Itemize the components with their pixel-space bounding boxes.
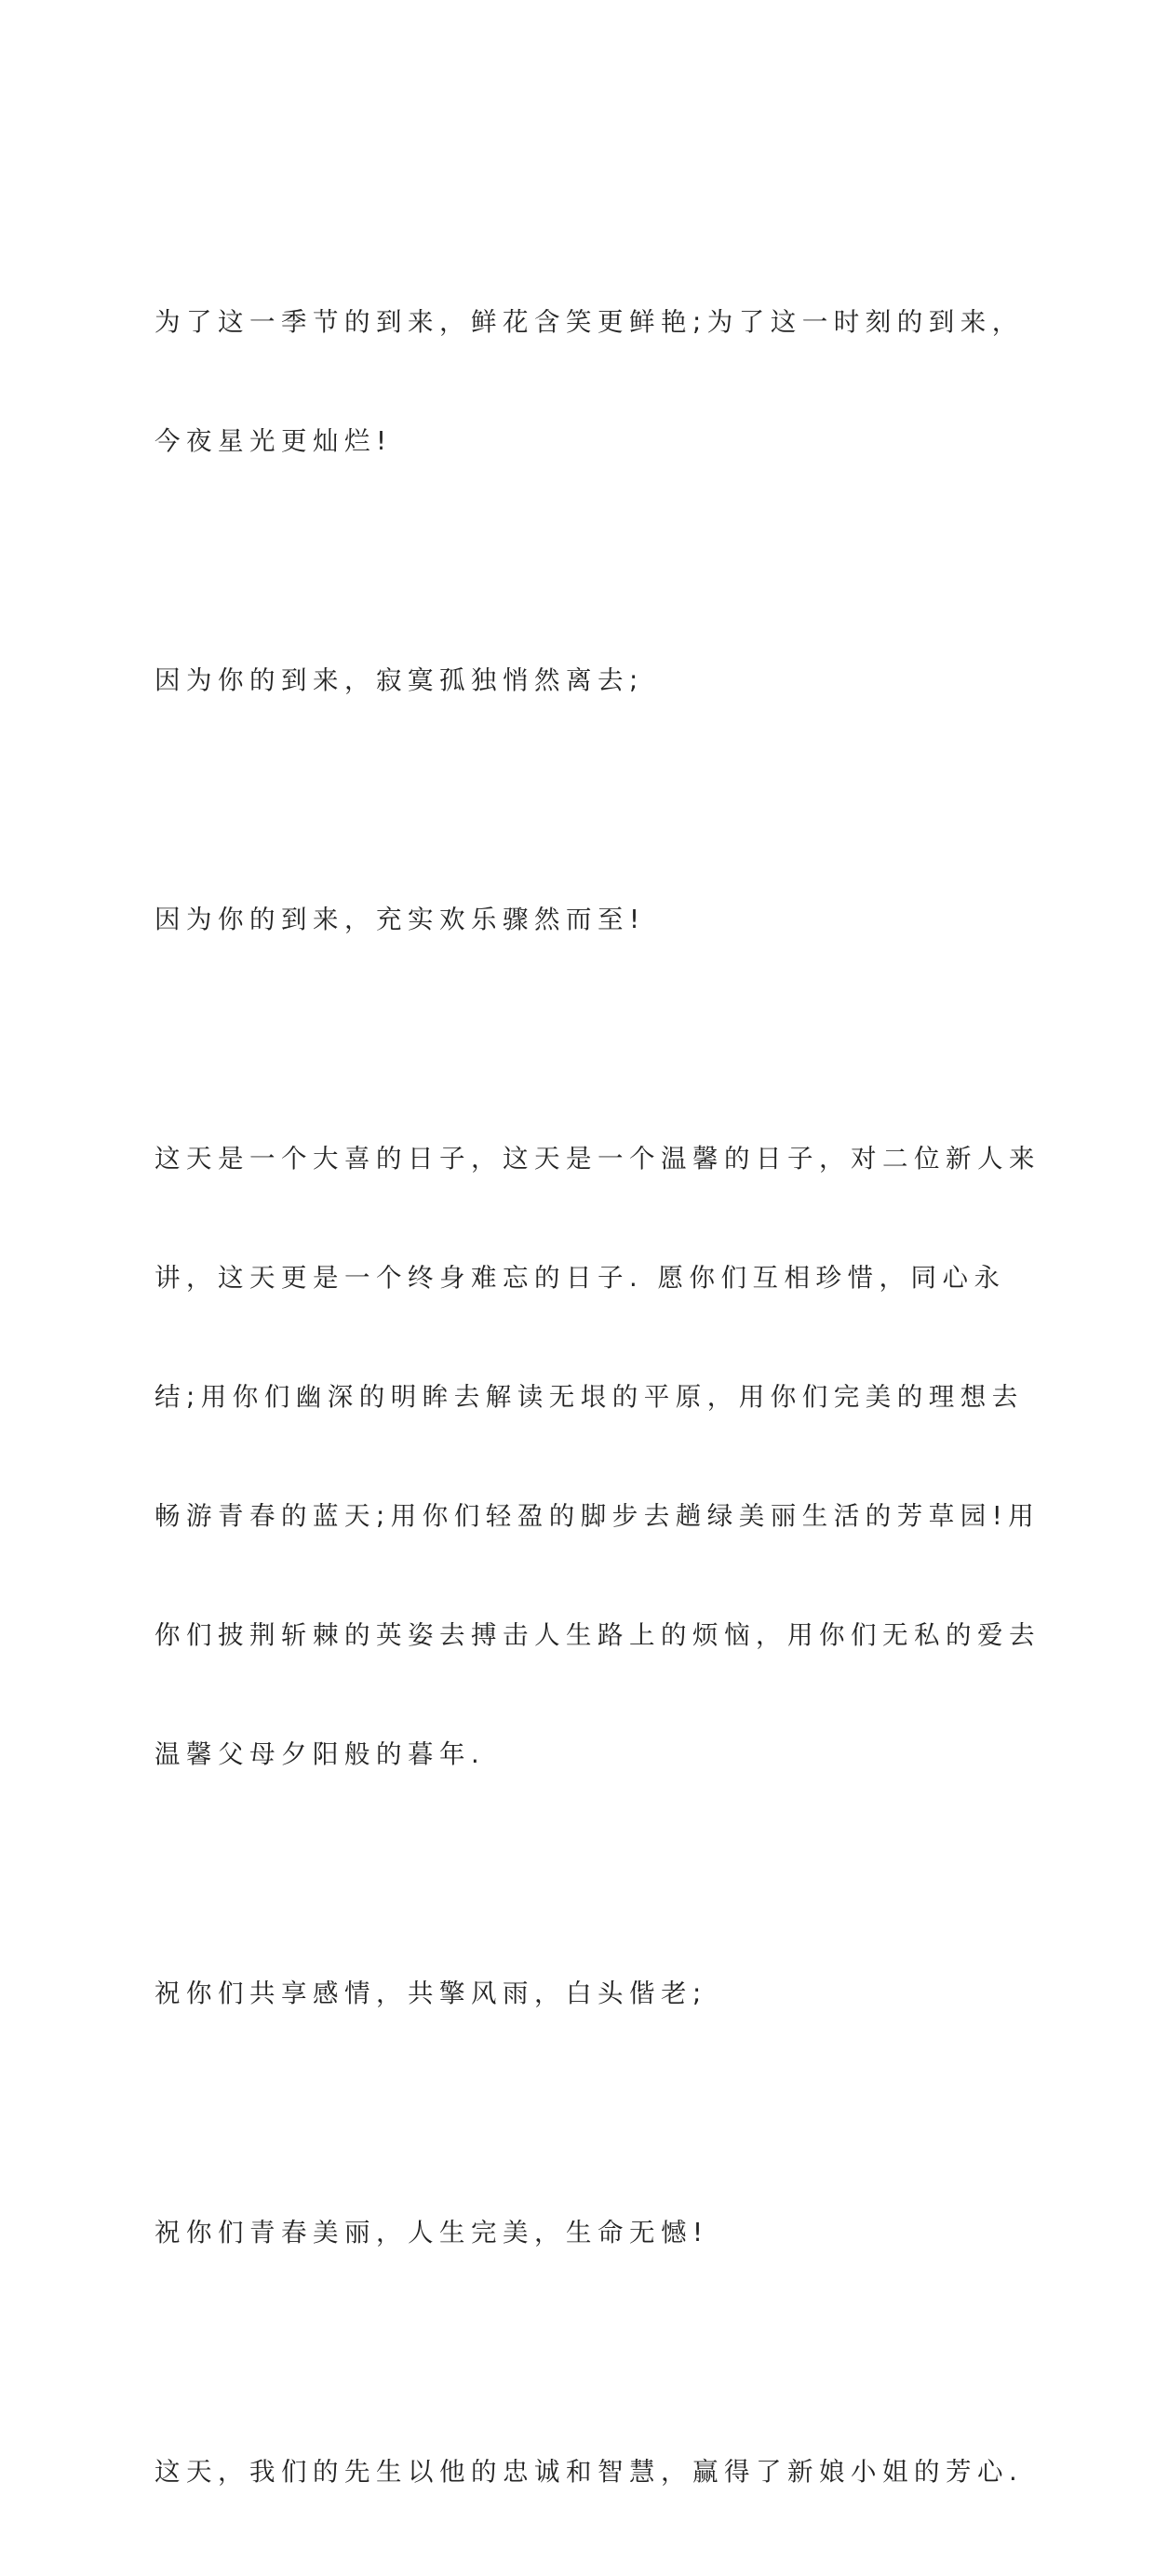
paragraph-3 [154,845,1029,1024]
text-line: 结;用你们幽深的明眸去解读无垠的平原，用你们完美的理想去 [154,1382,1024,1412]
paragraph-1 [154,248,1029,545]
text-line: 因为你的到来，充实欢乐骤然而至! [154,905,646,934]
paragraph-6 [154,2158,1029,2337]
text-line: 为了这一季节的到来，鲜花含笑更鲜艳;为了这一时刻的到来， [154,307,1024,337]
text-line: 温馨父母夕阳般的暮年. [154,1739,486,1769]
text-line: 因为你的到来，寂寞孤独悄然离去; [154,665,644,695]
paragraph-4 [154,1084,1041,1858]
text-line: 这天是一个大喜的日子，这天是一个温馨的日子，对二位新人来 [154,1144,1041,1174]
text-line: 你们披荆斩棘的英姿去搏击人生路上的烦恼，用你们无私的爱去 [154,1620,1041,1650]
paragraph-7 [154,2397,1029,2576]
paragraph-2 [154,606,1029,785]
text-line: 今夜星光更灿烂! [154,426,393,456]
text-line: 畅游青春的蓝天;用你们轻盈的脚步去趟绿美丽生活的芳草园!用 [154,1501,1041,1531]
paragraph-5 [154,1919,1029,2098]
document-body [154,248,1041,2576]
text-line: 祝你们青春美丽，人生完美，生命无憾! [154,2218,709,2247]
text-line: 讲，这天更是一个终身难忘的日子. 愿你们互相珍惜，同心永 [154,1263,1006,1293]
text-line: 祝你们共享感情，共擎风雨，白头偕老; [154,1979,707,2008]
text-line: 这天，我们的先生以他的忠诚和智慧，赢得了新娘小姐的芳心. [154,2457,1024,2487]
